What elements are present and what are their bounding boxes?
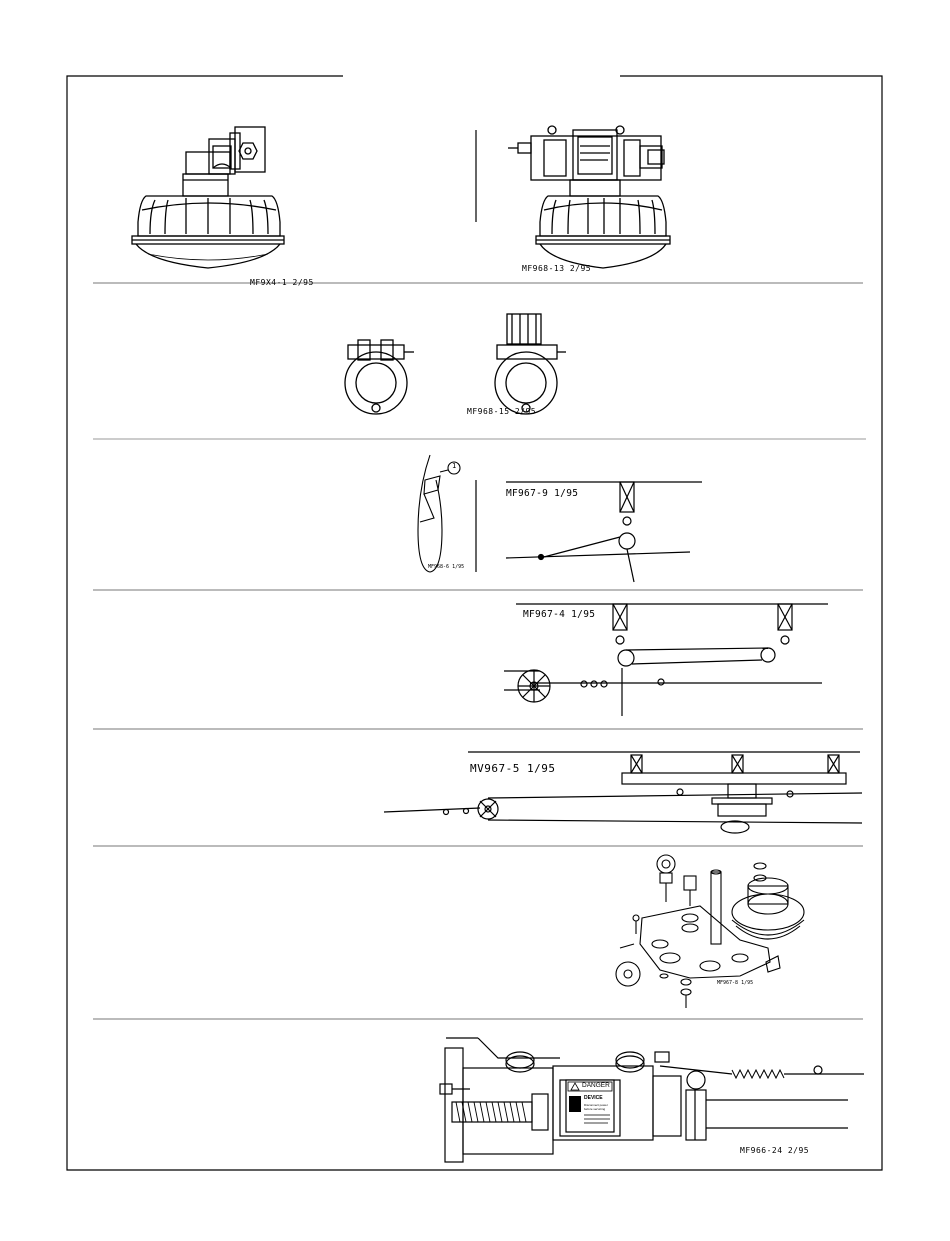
figure-label-fixture-1: MF9X4-1 2/95 [250,278,314,287]
callout-number: 1 [452,462,457,470]
placard-title: DANGER [582,1082,610,1089]
double-pulley-drawing [504,604,828,716]
figure-label-pulley-double: MF967-4 1/95 [523,609,596,620]
exploded-view-drawing [616,855,804,1008]
fixture-drawing-right [508,126,670,268]
placard-symbol [569,1096,581,1112]
figure-label-fixture-2: MF968-13 2/95 [522,264,592,273]
clamp-drawing-right [495,314,566,414]
clamp-drawing-left [345,340,414,414]
figure-label-pulley-single: MF967-9 1/95 [506,488,579,499]
beam-assembly-drawing [384,752,862,833]
figure-label-clamps: MF968-15 2/95 [467,407,537,416]
fixture-drawing-left [132,127,284,268]
figure-label-beam-assembly: MV967-5 1/95 [470,762,556,775]
figure-label-cable-loop: MF968-6 1/95 [428,564,465,570]
figure-label-exploded: MF967-8 1/95 [717,980,754,986]
placard-line: Disconnect power before servicing [584,1104,608,1111]
figure-label-winch: MF966-24 2/95 [740,1146,810,1155]
winch-drawing [440,1038,864,1162]
cable-loop-drawing [418,455,460,572]
placard-brand: DEVICE [584,1095,603,1101]
